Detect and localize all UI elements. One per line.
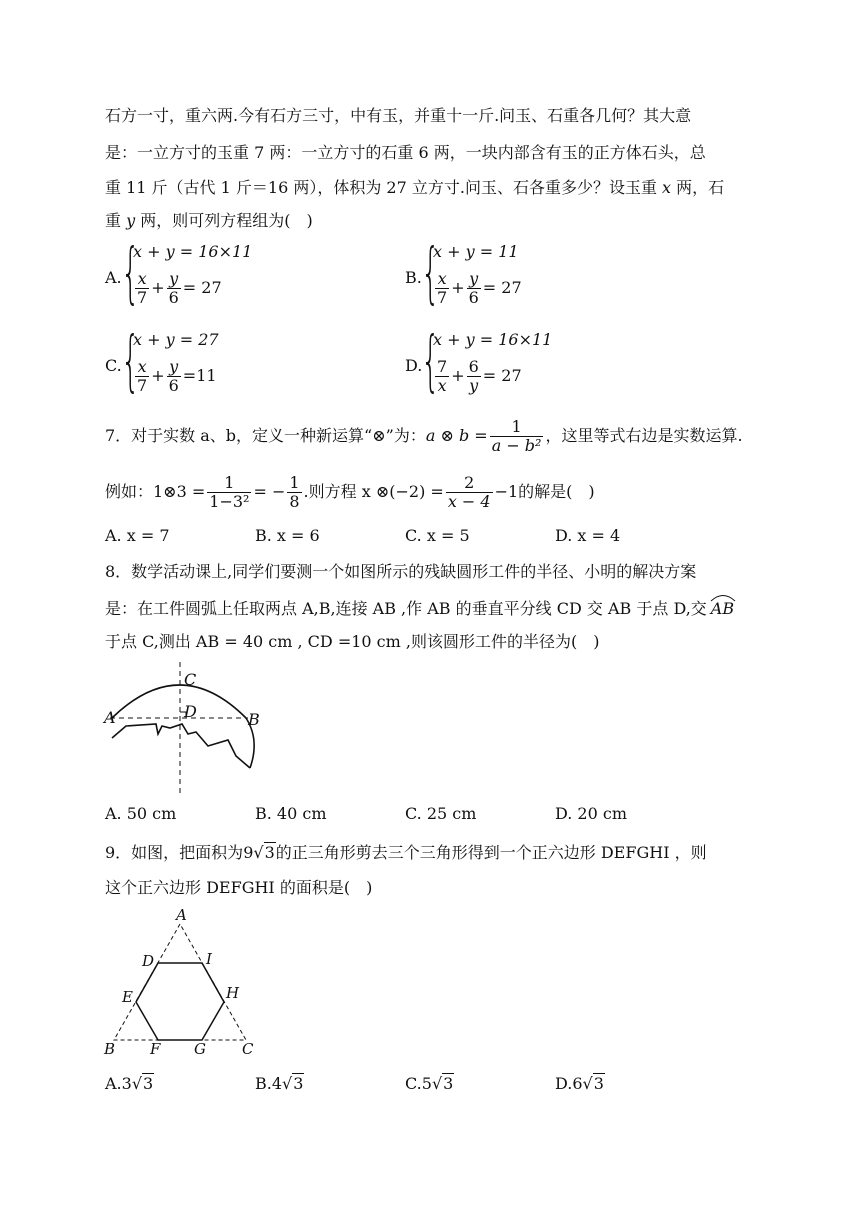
q9-line-1: 9．如图，把面积为9√3的正三角形剪去三个三角形得到一个正六边形 DEFGHI ，则	[105, 843, 707, 862]
brace-icon: {	[121, 234, 140, 311]
fig9-label-i: I	[206, 950, 212, 968]
intro-line-1: 石方一寸，重六两.今有石方三寸，中有玉，并重十一斤.问玉、石重各几何？其大意	[105, 106, 692, 125]
fig9-label-a: A	[176, 906, 187, 924]
fig8-label-b: B	[248, 710, 260, 729]
brace-icon: {	[421, 234, 440, 311]
q8-option-a[interactable]: A. 50 cm	[105, 804, 177, 823]
fig9-label-e: E	[122, 988, 133, 1006]
fig8-label-a: A	[104, 708, 116, 727]
fig9-label-c: C	[242, 1040, 254, 1058]
q7-example: 例如：1⊗3 = $\frac{1}{\text{1−3²}}$ = − $\frac{1}{8}$ .则方程 x ⊗(−2) = $\frac{2}{x - 4}$ −1的解是( )	[105, 473, 595, 511]
intro-line-4: 重 y 两，则可列方程组为( )	[105, 211, 313, 230]
q9-option-b[interactable]: B.4√3	[255, 1074, 304, 1093]
arc-mark-icon	[709, 592, 737, 602]
q9-option-c[interactable]: C.5√3	[405, 1074, 454, 1093]
q7-stem: 7．对于实数 a、b，定义一种新运算“⊗”为：a ⊗ b = $\frac{1}{\text{a − b²}}$ ，这里等式右边是实数运算.	[105, 417, 743, 455]
fig9-label-h: H	[226, 984, 240, 1002]
fig8-label-d: D	[184, 702, 197, 721]
q8-option-c[interactable]: C. 25 cm	[405, 804, 477, 823]
q9-line-2: 这个正六边形 DEFGHI 的面积是( )	[105, 878, 373, 897]
q7-option-d[interactable]: D. x = 4	[555, 526, 621, 545]
q8-option-b[interactable]: B. 40 cm	[255, 804, 327, 823]
q9-option-a[interactable]: A.3√3	[105, 1074, 154, 1093]
sqrt-sign: √3	[253, 843, 275, 862]
fig9-label-b: B	[104, 1040, 116, 1058]
fig8-label-c: C	[184, 670, 197, 689]
q8-option-d[interactable]: D. 20 cm	[555, 804, 628, 823]
q8-line-1: 8．数学活动课上,同学们要测一个如图所示的残缺圆形工件的半径、小明的解决方案	[105, 562, 697, 581]
intro-line-2: 是：一立方寸的玉重 7 两：一立方寸的石重 6 两，一块内部含有玉的正方体石头，总	[105, 143, 706, 162]
brace-icon: {	[121, 322, 140, 399]
fig9-label-d: D	[142, 952, 155, 970]
intro-line-3: 重 11 斤（古代 1 斤＝16 两），体积为 27 立方寸.问玉、石各重多少？设玉重 x 两，石	[105, 178, 725, 197]
fig9-label-f: F	[150, 1040, 161, 1058]
q8-line-3: 于点 C,测出 AB = 40 cm , CD =10 cm ,则该圆形工件的半径为( )	[105, 632, 600, 651]
q7-option-b[interactable]: B. x = 6	[255, 526, 320, 545]
q7-option-c[interactable]: C. x = 5	[405, 526, 470, 545]
fig9-label-g: G	[194, 1040, 206, 1058]
q8-line-2: 是：在工件圆弧上任取两点 A,B,连接 AB ,作 AB 的垂直平分线 CD 交 AB 于点 D,交 AB	[105, 599, 734, 619]
triangle-hexagon-figure	[110, 920, 260, 1045]
q9-option-d[interactable]: D.6√3	[555, 1074, 604, 1093]
brace-icon: {	[421, 322, 440, 399]
q7-option-a[interactable]: A. x = 7	[105, 526, 170, 545]
